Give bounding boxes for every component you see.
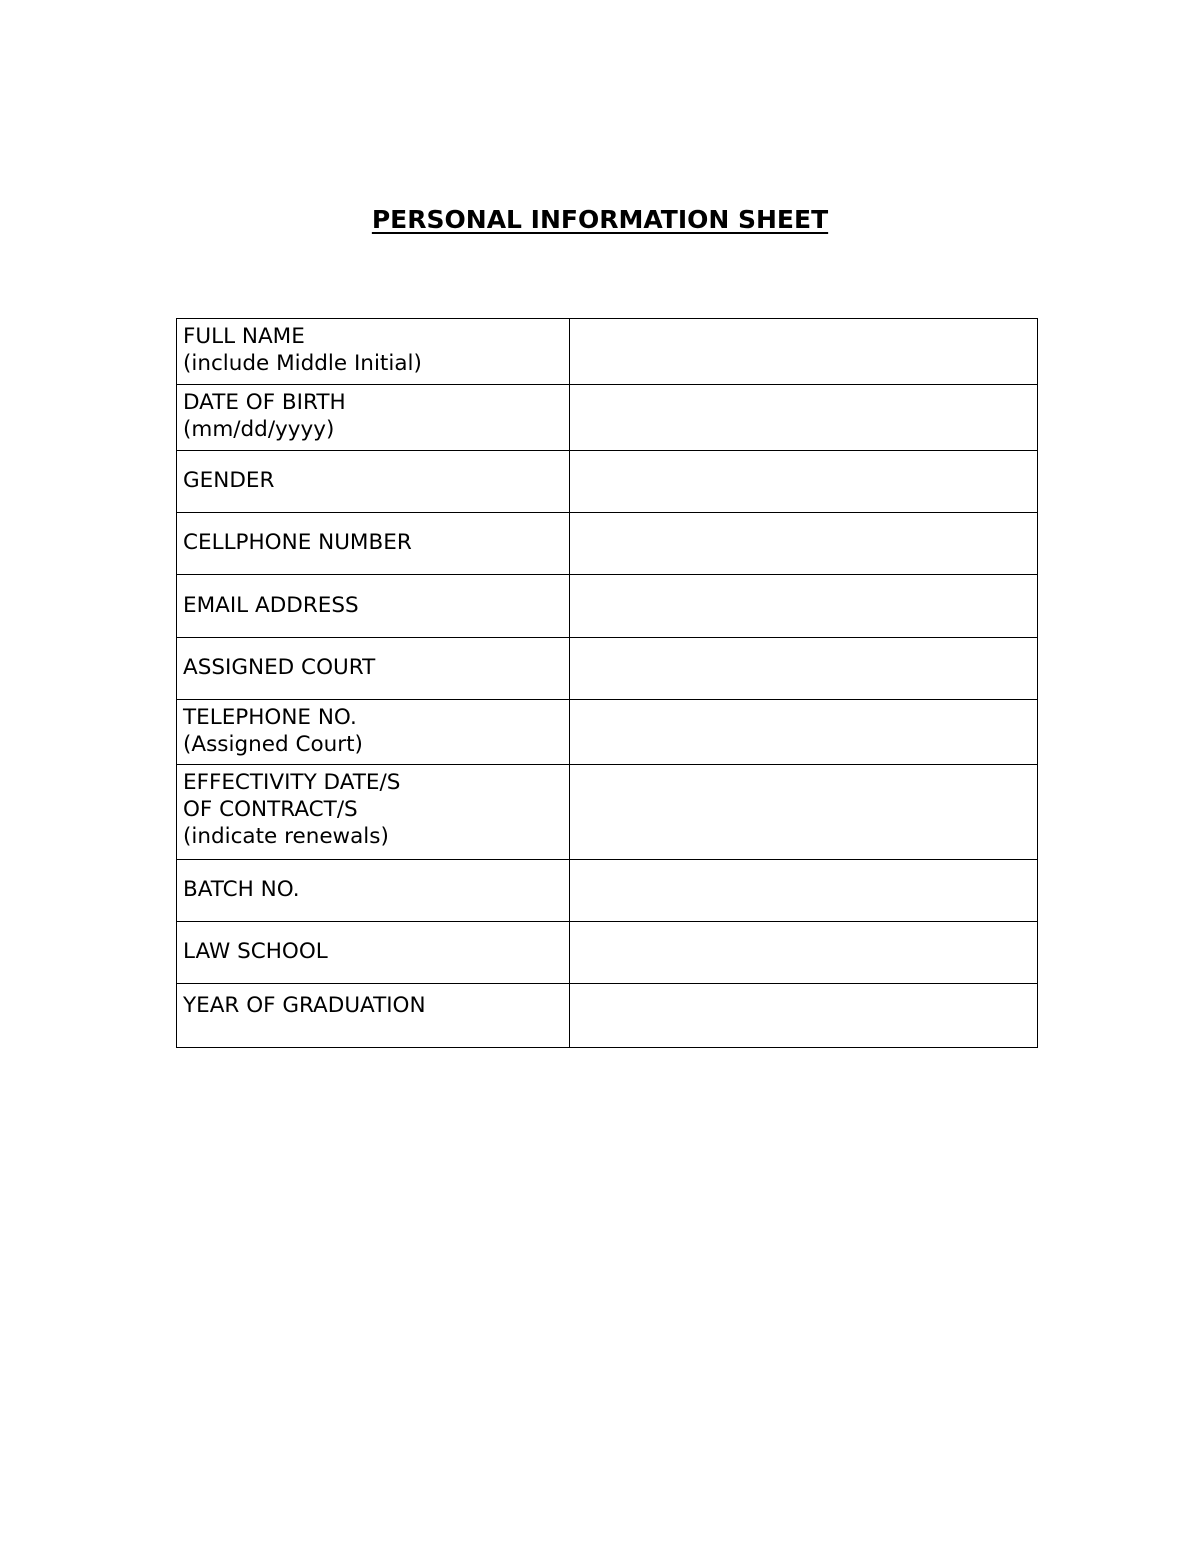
field-effectivity-dates[interactable] bbox=[570, 765, 1038, 860]
table-row-full-name bbox=[177, 319, 1038, 385]
label-cellphone-number: CELLPHONE NUMBER bbox=[177, 513, 570, 575]
field-telephone-no[interactable] bbox=[570, 700, 1038, 765]
field-gender[interactable] bbox=[570, 451, 1038, 513]
label-full-name: FULL NAME (include Middle Initial) bbox=[177, 319, 570, 385]
table-row-telephone-no bbox=[177, 700, 1038, 765]
field-assigned-court[interactable] bbox=[570, 638, 1038, 700]
page-title-text: PERSONAL INFORMATION SHEET bbox=[371, 205, 829, 234]
label-telephone-no: TELEPHONE NO. (Assigned Court) bbox=[177, 700, 570, 765]
field-date-of-birth[interactable] bbox=[570, 385, 1038, 451]
table-row-email-address bbox=[177, 575, 1038, 638]
label-email-address: EMAIL ADDRESS bbox=[177, 575, 570, 638]
table-row-effectivity-dates bbox=[177, 765, 1038, 860]
table-row-law-school bbox=[177, 922, 1038, 984]
table-row-year-of-graduation bbox=[177, 984, 1038, 1048]
label-year-of-graduation: YEAR OF GRADUATION bbox=[177, 984, 570, 1048]
field-batch-no[interactable] bbox=[570, 860, 1038, 922]
field-year-of-graduation[interactable] bbox=[570, 984, 1038, 1048]
field-full-name[interactable] bbox=[570, 319, 1038, 385]
field-law-school[interactable] bbox=[570, 922, 1038, 984]
field-cellphone-number[interactable] bbox=[570, 513, 1038, 575]
label-law-school: LAW SCHOOL bbox=[177, 922, 570, 984]
page-title bbox=[0, 203, 1200, 237]
table-row-assigned-court bbox=[177, 638, 1038, 700]
table-row-batch-no bbox=[177, 860, 1038, 922]
table-row-gender bbox=[177, 451, 1038, 513]
field-email-address[interactable] bbox=[570, 575, 1038, 638]
label-effectivity-dates: EFFECTIVITY DATE/S OF CONTRACT/S (indicate renewals) bbox=[177, 765, 570, 860]
label-gender: GENDER bbox=[177, 451, 570, 513]
label-assigned-court: ASSIGNED COURT bbox=[177, 638, 570, 700]
table-row-date-of-birth bbox=[177, 385, 1038, 451]
table-row-cellphone-number bbox=[177, 513, 1038, 575]
personal-info-table bbox=[176, 318, 1038, 1048]
label-batch-no: BATCH NO. bbox=[177, 860, 570, 922]
label-date-of-birth: DATE OF BIRTH (mm/dd/yyyy) bbox=[177, 385, 570, 451]
